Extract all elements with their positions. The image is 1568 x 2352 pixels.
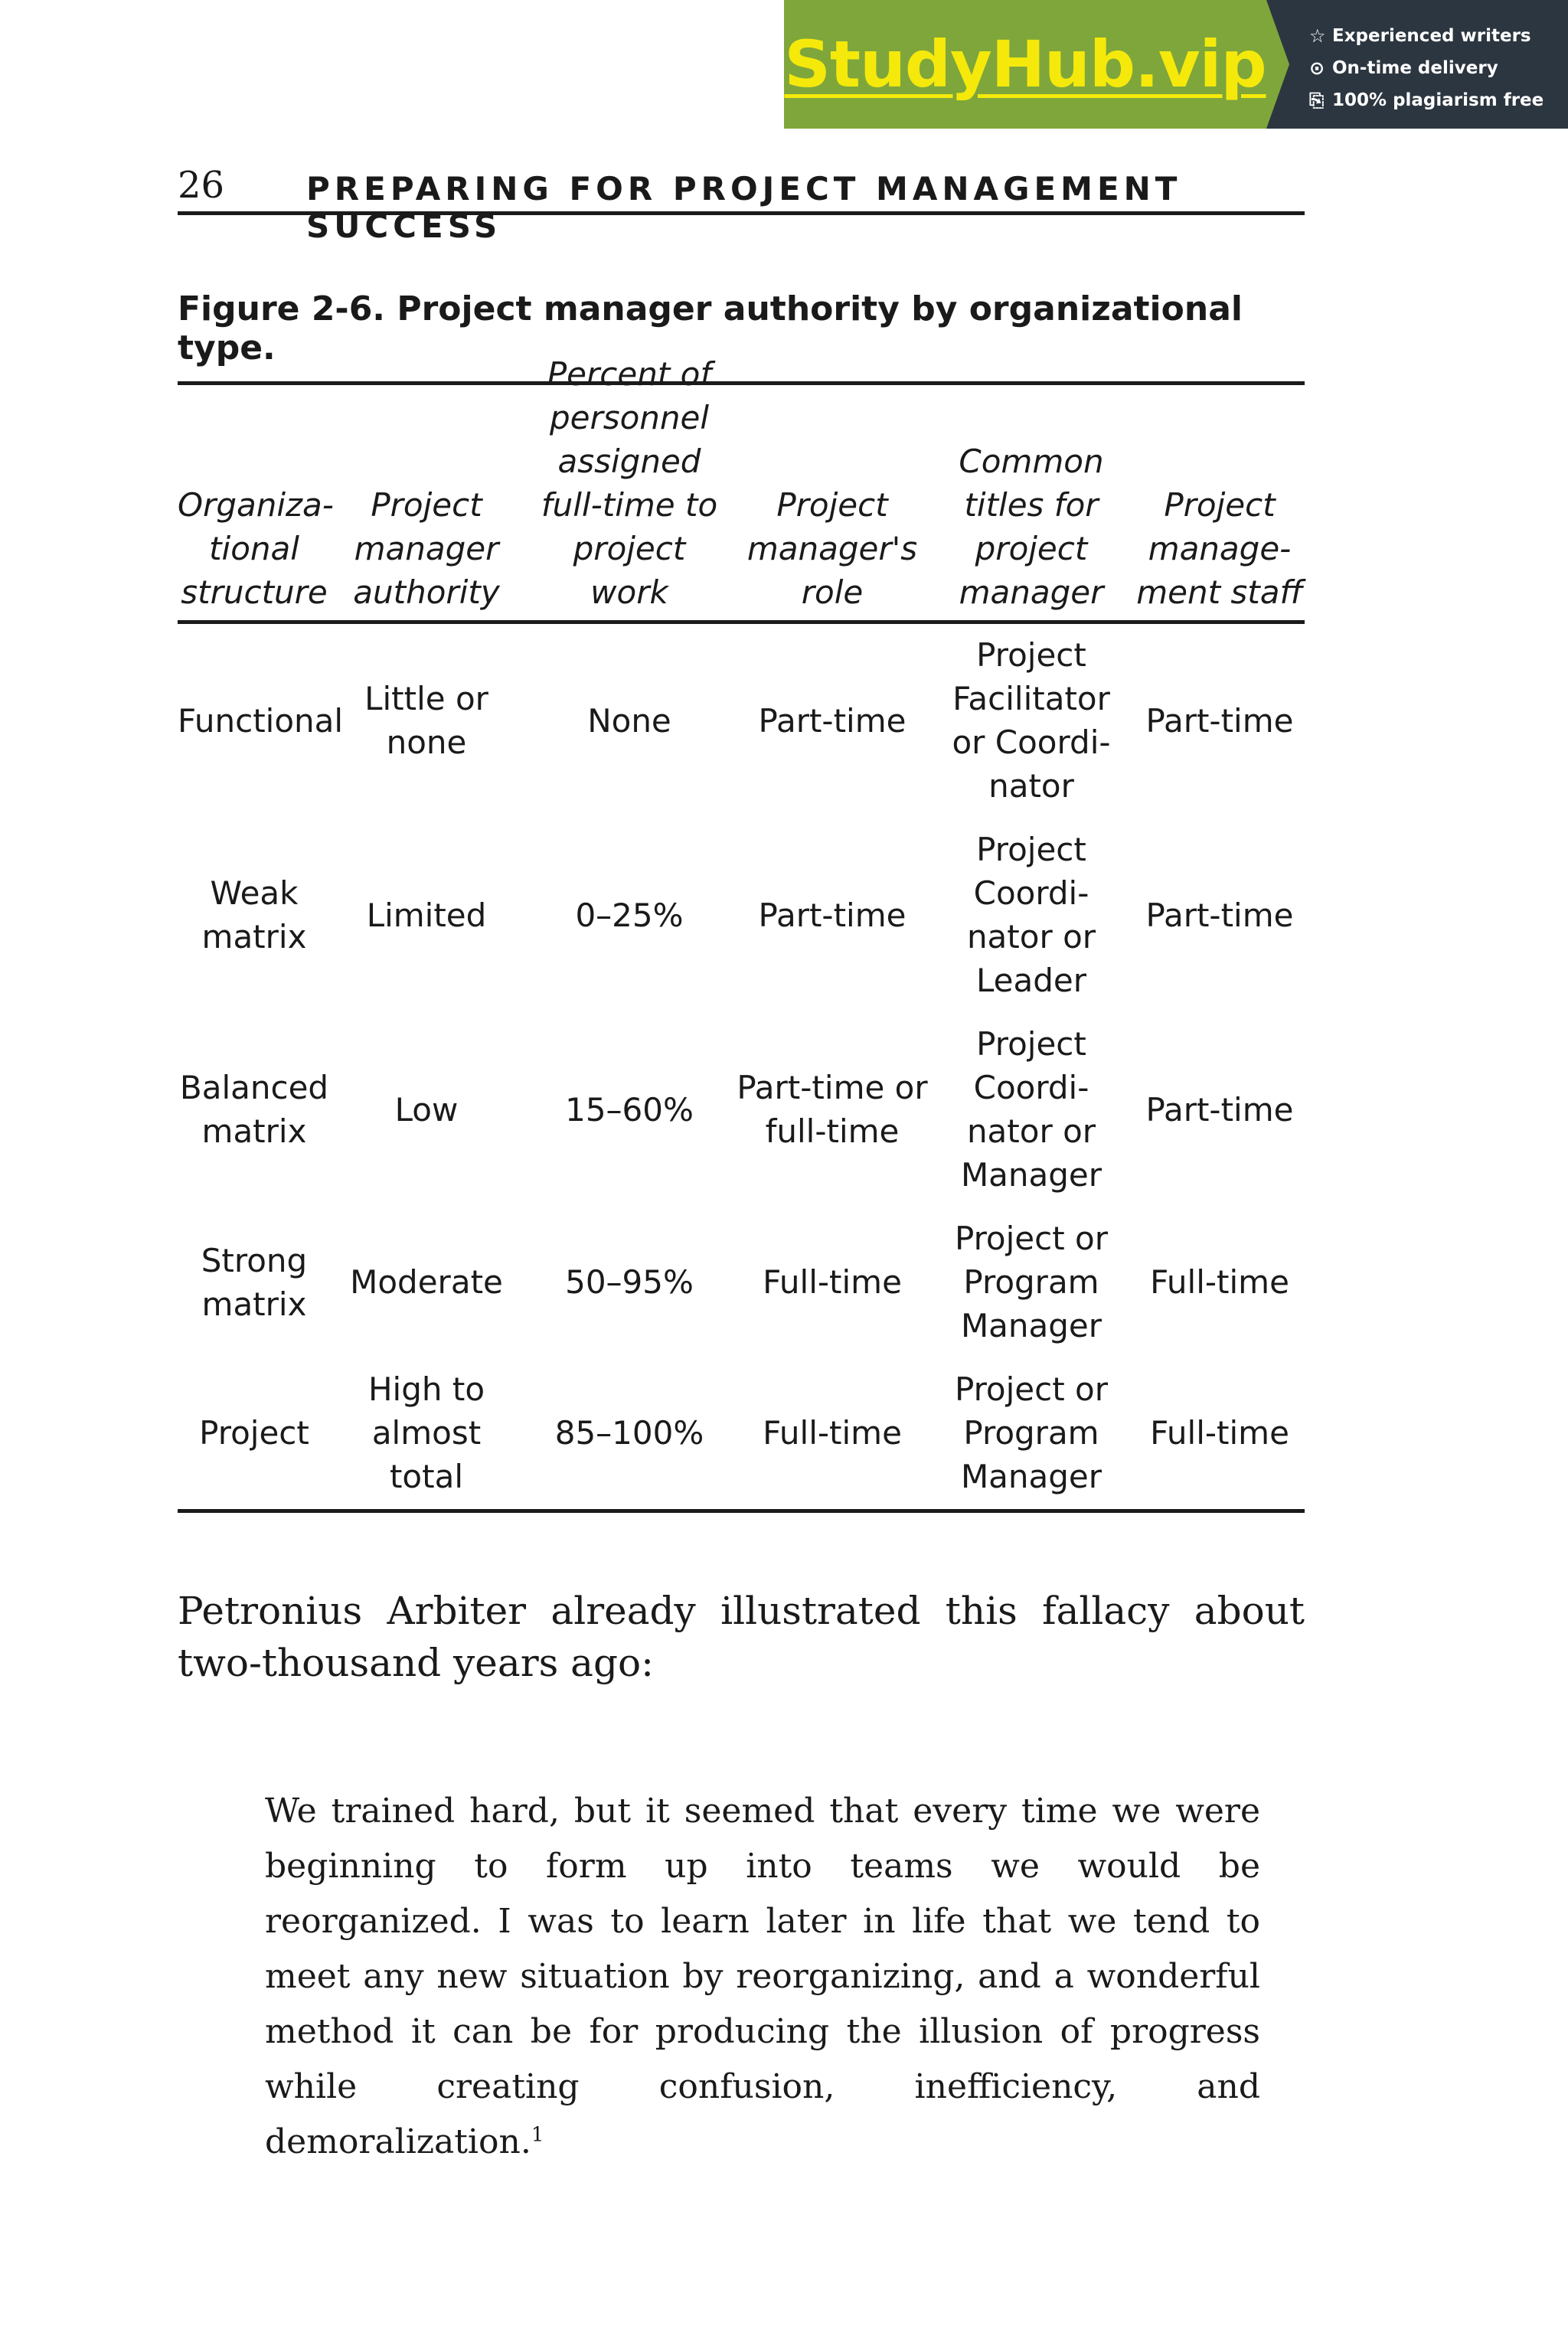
header-cell-structure [178, 345, 334, 622]
header-line: Project [371, 486, 482, 524]
cell-titles [928, 1013, 1135, 1207]
header-line: ment staff [1136, 573, 1303, 611]
header-line: Project [1164, 486, 1276, 524]
running-header [178, 159, 1305, 245]
studyhub-banner[interactable] [784, 0, 1568, 129]
table-body [178, 622, 1305, 1511]
cell-line: Project [199, 1414, 309, 1452]
header-line: manager [959, 573, 1104, 611]
header-line: manager's [746, 530, 918, 567]
header-line: manage- [1148, 530, 1292, 567]
document-check-icon: ⎘ [1309, 90, 1325, 111]
cell-percent [522, 1013, 737, 1207]
cell-line: almost total [371, 1414, 482, 1495]
header-line: project [975, 530, 1088, 567]
cell-line: matrix [201, 1112, 307, 1150]
cell-line: Moderate [350, 1263, 503, 1301]
cell-line: Facilitator [952, 680, 1110, 717]
cell-titles [928, 1207, 1135, 1358]
header-line: Common [959, 443, 1104, 480]
cell-line: High to [368, 1370, 485, 1408]
header-line: full-time to [541, 486, 718, 524]
cell-line: Project [976, 636, 1086, 674]
cell-role [737, 1358, 928, 1511]
cell-line: full-time [765, 1112, 900, 1150]
header-line: personnel [549, 399, 710, 436]
banner-feature-text: Experienced writers [1332, 26, 1531, 46]
header-cell-percent [522, 345, 737, 622]
star-outline-icon: ☆ [1309, 25, 1326, 47]
header-line: structure [181, 573, 328, 611]
cell-role [737, 622, 928, 819]
cell-role [737, 1207, 928, 1358]
cell-line: 15–60% [565, 1090, 694, 1129]
cell-line: Project or [954, 1370, 1108, 1408]
cell-structure [178, 1207, 331, 1358]
cell-structure [178, 622, 344, 819]
table-header [178, 345, 1305, 622]
cell-line: Manager [960, 1156, 1102, 1194]
banner-feature-delivery [1309, 52, 1568, 84]
cell-line: Functional [178, 701, 344, 740]
header-line: Project [776, 486, 888, 524]
cell-line: or Coordi- [952, 724, 1111, 761]
cell-line: Part-time [1145, 1090, 1294, 1129]
cell-structure [178, 1013, 331, 1207]
cell-percent [522, 818, 737, 1013]
cell-authority [331, 622, 522, 819]
cell-authority [331, 1358, 522, 1511]
cell-titles [928, 1358, 1135, 1511]
table-header-row [178, 345, 1305, 622]
table-row [178, 1013, 1305, 1207]
banner-feature-text: On-time delivery [1332, 58, 1498, 78]
clock-icon: ⊙ [1309, 57, 1325, 79]
figure-caption: Figure 2-6. Project manager authority by organizational type. [178, 289, 1305, 385]
cell-staff [1135, 1207, 1305, 1358]
cell-line: matrix [201, 918, 307, 956]
cell-line: Part-time [1145, 701, 1294, 740]
cell-structure [178, 818, 331, 1013]
cell-percent [522, 1207, 737, 1358]
cell-line: Low [394, 1090, 459, 1129]
table-row [178, 818, 1305, 1013]
banner-feature-writers [1309, 20, 1568, 52]
header-cell-role [737, 345, 928, 622]
cell-titles [928, 622, 1135, 819]
cell-line: Manager [960, 1458, 1102, 1495]
cell-line: Part-time [758, 701, 906, 740]
cell-line: Program [963, 1414, 1099, 1452]
cell-staff [1135, 818, 1305, 1013]
cell-line: Coordi- [973, 1069, 1089, 1106]
cell-line: Full-time [1150, 1414, 1289, 1452]
cell-line: Manager [960, 1307, 1102, 1344]
header-line: titles for [964, 486, 1099, 524]
cell-line: Part-time [758, 896, 906, 934]
cell-staff [1135, 622, 1305, 819]
header-line: tional [209, 530, 299, 567]
banner-feature-text: 100% plagiarism free [1332, 90, 1544, 110]
page-number: 26 [178, 164, 225, 207]
cell-line: Balanced [179, 1069, 329, 1106]
cell-line: Little or [364, 680, 488, 717]
cell-line: Part-time [1145, 896, 1294, 934]
cell-line: Weak [210, 874, 299, 912]
cell-line: Program [963, 1263, 1099, 1301]
studyhub-logo[interactable]: StudyHub.vip [784, 27, 1266, 102]
cell-role [737, 818, 928, 1013]
cell-line: Part-time or [737, 1069, 928, 1106]
header-cell-authority [331, 345, 522, 622]
authority-table [178, 345, 1305, 1513]
header-line: assigned [557, 443, 701, 480]
table-row [178, 1358, 1305, 1511]
header-line: Organiza- [178, 486, 334, 524]
cell-line: Project [976, 1025, 1086, 1063]
cell-line: Strong [201, 1241, 308, 1279]
banner-feature-plagiarism [1309, 84, 1568, 116]
body-paragraph: Petronius Arbiter already illustrated this fallacy about two-thousand years ago: [178, 1589, 1305, 1685]
header-line: manager [354, 530, 499, 567]
table-row [178, 622, 1305, 819]
cell-line: nator [988, 767, 1074, 805]
cell-line: nator or [966, 918, 1096, 956]
header-cell-titles [928, 345, 1135, 622]
banner-arrow-shape [1266, 0, 1289, 129]
cell-line: Leader [975, 962, 1086, 999]
running-title: PREPARING FOR PROJECT MANAGEMENT SUCCESS [306, 170, 1182, 245]
cell-line: Project [976, 831, 1086, 868]
cell-line: None [587, 701, 671, 740]
cell-line: 50–95% [565, 1263, 694, 1301]
header-line: authority [353, 573, 500, 611]
cell-percent [522, 622, 737, 819]
quote-text: We trained hard, but it seemed that every time we were beginning to form up into teams we would be reorganized. I was to learn later in life that we tend to meet any new situation by reorganizing, and a wonderful method it can be for producing the illusion of progress while creating confusion, inefficiency, and demoralization. [265, 1792, 1260, 2161]
cell-line: matrix [201, 1285, 307, 1323]
cell-line: Project or [954, 1220, 1108, 1257]
block-quote [265, 1784, 1260, 2170]
cell-percent [522, 1358, 737, 1511]
cell-role [737, 1013, 928, 1207]
table-row [178, 1207, 1305, 1358]
cell-staff [1135, 1013, 1305, 1207]
cell-structure [178, 1358, 331, 1511]
header-line: Percent of [547, 355, 712, 393]
studyhub-logo-panel[interactable] [784, 0, 1266, 129]
cell-line: 85–100% [554, 1414, 704, 1452]
cell-titles [928, 818, 1135, 1013]
cell-line: 0–25% [575, 896, 684, 934]
cell-staff [1135, 1358, 1305, 1511]
header-line: role [801, 573, 864, 611]
header-line: work [590, 573, 668, 611]
cell-line: Limited [366, 896, 487, 934]
cell-authority [331, 818, 522, 1013]
cell-line: Full-time [763, 1414, 902, 1452]
cell-line: Full-time [1150, 1263, 1289, 1301]
banner-feature-list [1266, 0, 1568, 129]
cell-line: nator or [966, 1112, 1096, 1150]
cell-line: Full-time [763, 1263, 902, 1301]
cell-line: none [386, 724, 467, 761]
cell-authority [331, 1013, 522, 1207]
footnote-marker[interactable]: 1 [531, 2123, 544, 2147]
cell-authority [331, 1207, 522, 1358]
header-cell-staff [1135, 345, 1305, 622]
cell-line: Coordi- [973, 874, 1089, 912]
header-line: project [573, 530, 686, 567]
